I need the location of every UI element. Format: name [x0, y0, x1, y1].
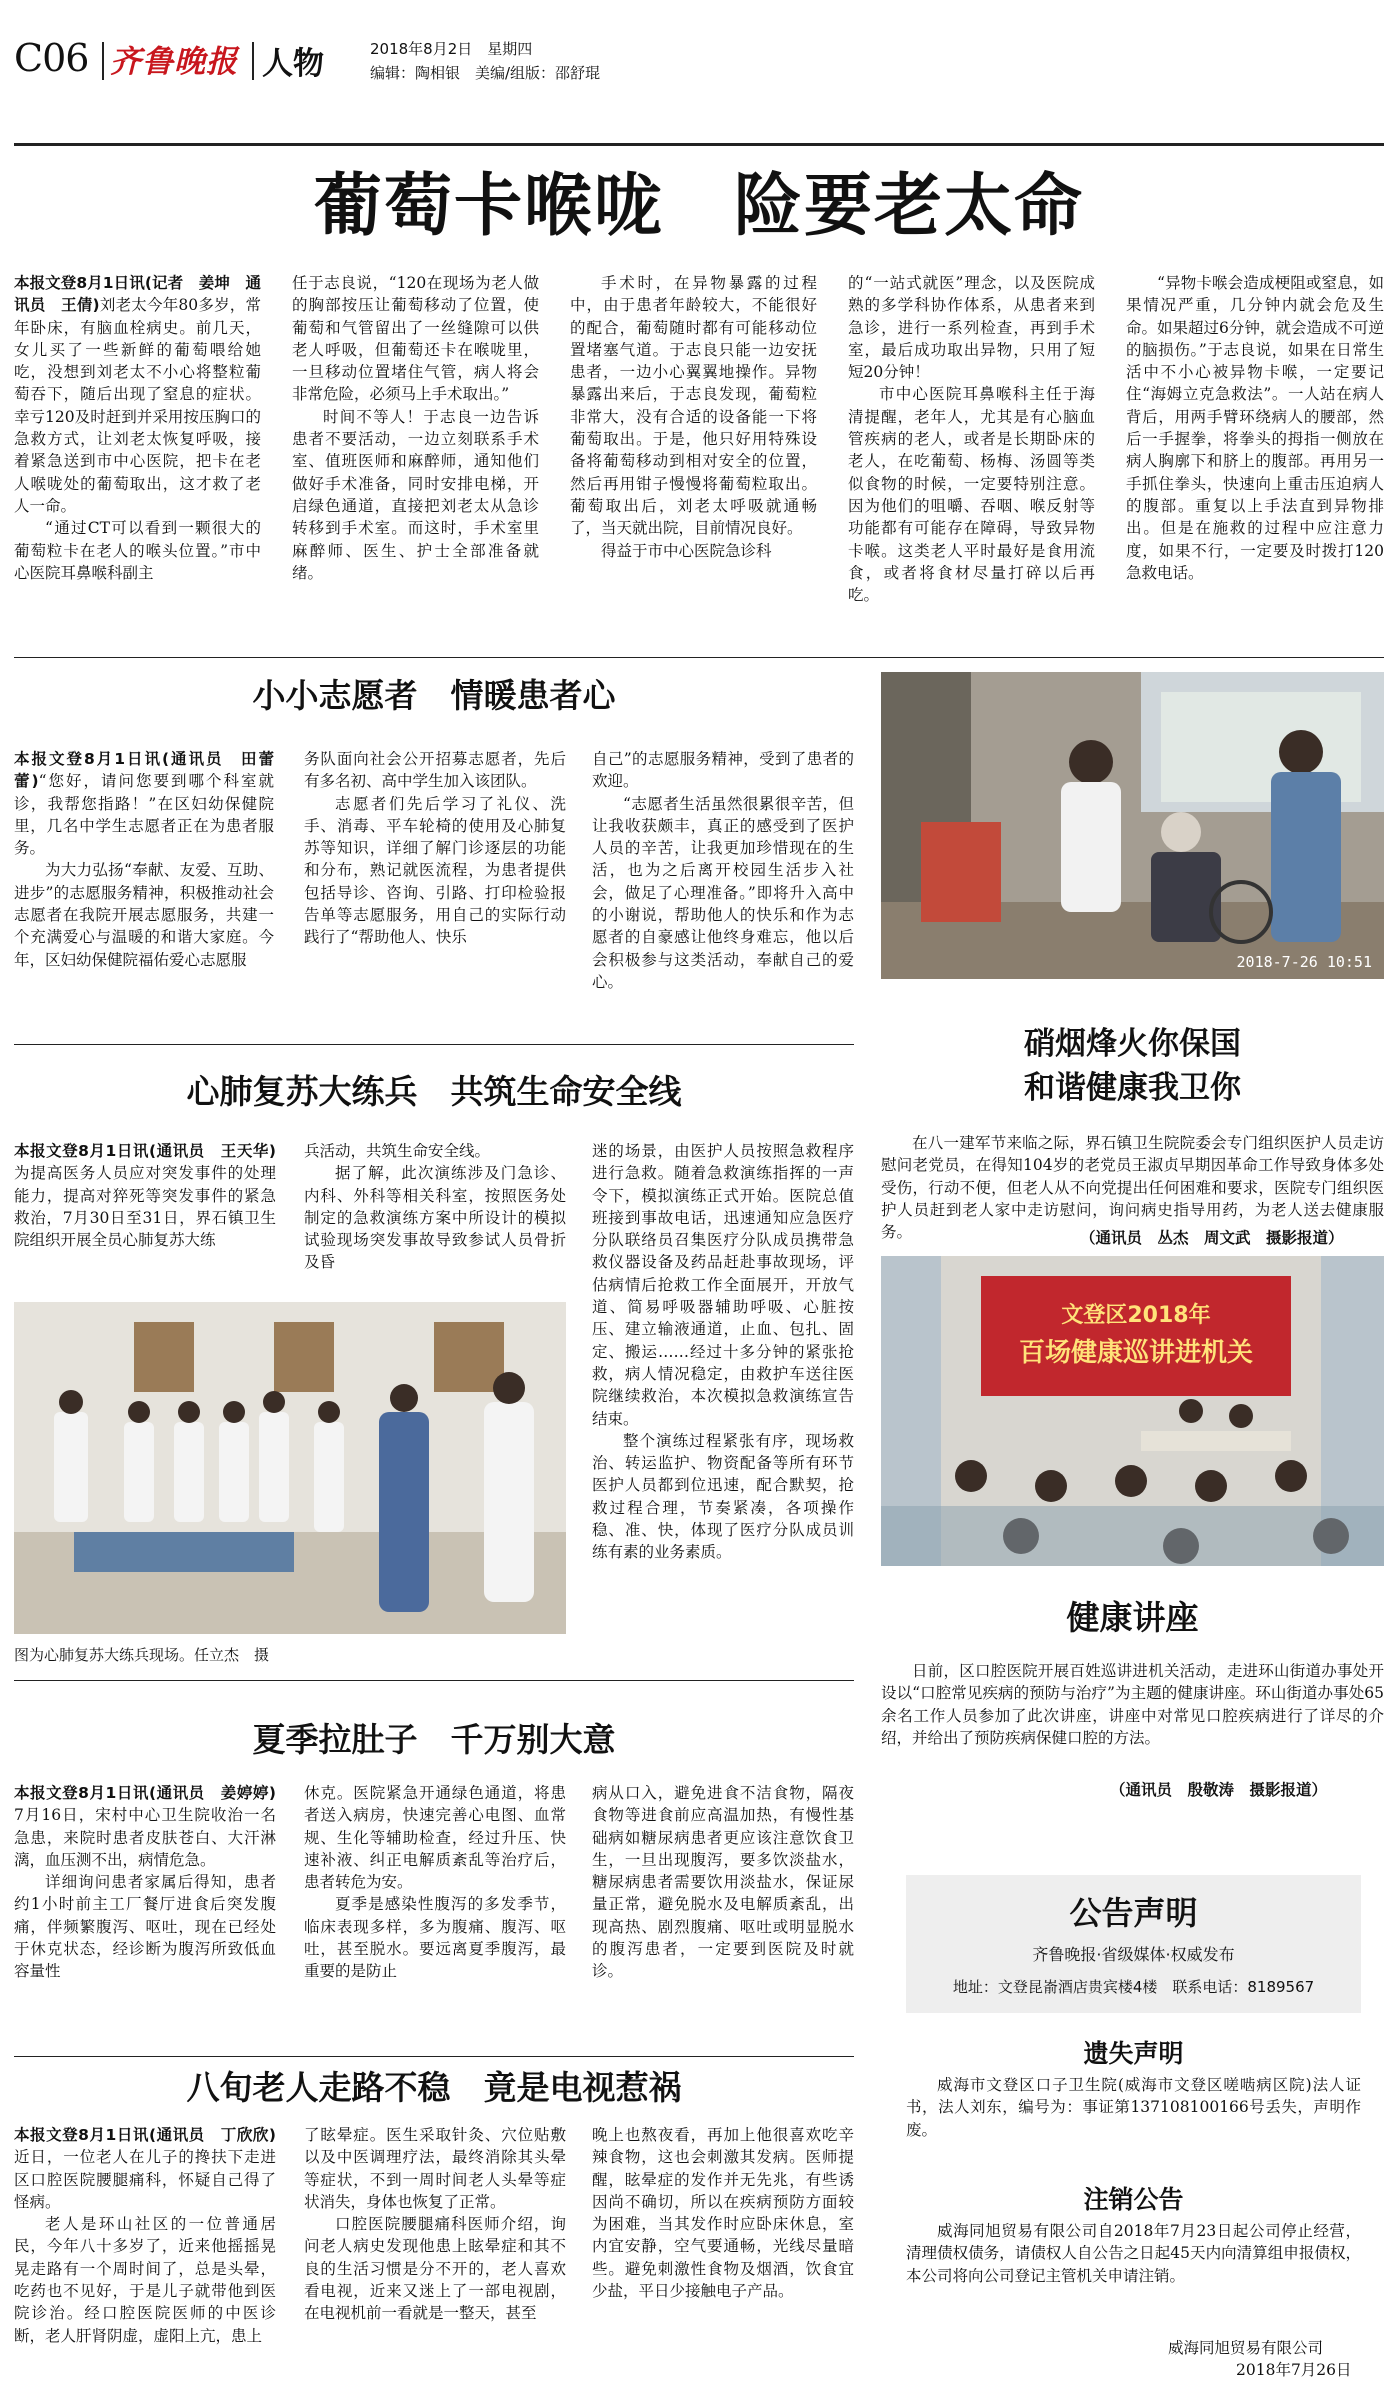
a1-c4-p2: 市中心医院耳鼻喉科主任于海清提醒，老年人，尤其是有心脑血管疾病的老人，或者是长期卧床的老人，在吃葡萄、杨梅、汤圆等类似食物的时候，一定要特别注意。因为他们的咀嚼、吞咽、喉反射等功能都有可能存在障碍，导致异物卡喉。这类老人平时最好是食用流食，或者将食材尽量打碎以后再吃。: [848, 385, 1095, 605]
notice-cancel-signer: 威海同旭贸易有限公司: [1168, 2339, 1324, 2357]
notice-lost-title: 遗失声明: [1083, 2039, 1184, 2068]
a4-c3-p1: 病从口入，避免进食不洁食物，隔夜食物等进食前应高温加热，有慢性基础病如糖尿病患者更应该注意饮食卫生，一旦出现腹泻，要多饮淡盐水，糖尿病患者需要饮用淡盐水，保证尿量正常，避免脱水及电解质紊乱，出现高热、剧烈腹痛、呕吐或明显脱水的腹泻患者，一定要到医院及时就诊。: [592, 1784, 854, 1981]
notice-header-title: 公告声明: [1069, 1894, 1198, 1932]
visit-photo-illustration: [881, 672, 1384, 979]
a4-c2-p1: 休克。医院紧急开通绿色通道，将患者送入病房，快速完善心电图、血常规、生化等辅助检查，经过升压、快速补液、纠正电解质紊乱等治疗后，患者转危为安。: [304, 1784, 566, 1892]
a5-col-1: [14, 2124, 276, 2390]
a1-col-5: [1126, 272, 1384, 652]
a2-headline: 小小志愿者 情暖患者心: [252, 676, 616, 715]
a3-bottom-rule: [14, 1680, 854, 1681]
a1-c3-p2: 得益于市中心医院急诊科: [601, 541, 772, 560]
r1-body-text: 在八一建军节来临之际，界石镇卫生院院委会专门组织医护人员走访慰问老党员，在得知104岁的老党员王淑贞早期因革命工作导致身体多处受伤，行动不便，但老人从不向党提出任何困难和要求，医院专门组织医护人员赶到老人家中走访慰问，询问病史指导用药，为老人送去健康服务。: [881, 1134, 1384, 1242]
a1-bottom-rule: [14, 657, 1384, 658]
a4-col-1: [14, 1782, 276, 2050]
r2-body-text: 日前，区口腔医院开展百姓巡讲进机关活动，走进环山街道办事处开设以“口腔常见疾病的预防与治疗”为主题的健康讲座。环山街道办事处65余名工作人员参加了此次讲座，讲座中对常见口腔疾病进行了详尽的介绍，并给出了预防疾病保健口腔的方法。: [881, 1662, 1384, 1747]
a5-col-2: [304, 2124, 566, 2390]
a3-col-2: [304, 1140, 566, 1290]
a1-c2-p2: 时间不等人！于志良一边告诉患者不要活动，一边立刻联系手术室、值班医师和麻醉师，通知他们做好手术准备，同时安排电梯，开启绿色通道，直接把刘老太从急诊转移到手术室。而这时，手术室里麻醉师、医生、护士全部准备就绪。: [292, 407, 539, 582]
lecture-banner-line1: 文登区2018年: [1061, 1303, 1211, 1328]
a3-c1-p1: 为提高医务人员应对突发事件的处理能力，提高对猝死等突发事件的紧急救治，7月30日至31日，界石镇卫生院组织开展全员心肺复苏大练: [14, 1164, 276, 1250]
a3-byline: 本报文登8月1日讯(通讯员 王天华): [14, 1142, 276, 1160]
a1-c3-p1: 手术时，在异物暴露的过程中，由于患者年龄较大，不能很好的配合，葡萄随时都有可能移动位置堵塞气道。于志良只能一边安抚患者，一边小心翼翼地操作。异物暴露出来后，于志良发现，葡萄粒非常大，没有合适的设备能一下将葡萄取出。于是，他只好用特殊设备将葡萄移动到相对安全的位置，然后再用钳子慢慢将葡萄粒取出。葡萄取出后，刘老太呼吸就通畅了，当天就出院，目前情况良好。: [570, 274, 817, 538]
a2-byline: 本报文登8月1日讯(通讯员 田蕾蕾): [14, 750, 274, 791]
a3-headline: 心肺复苏大练兵 共筑生命安全线: [186, 1072, 682, 1111]
r1-headline: 硝烟烽火你保国 和谐健康我卫你: [1024, 1026, 1241, 1106]
r2-headline: 健康讲座: [1066, 1598, 1199, 1637]
a2-col-3: [592, 748, 854, 1040]
a5-c3-p1: 晚上也熬夜看，再加上他很喜欢吃辛辣食物，这也会刺激其发病。医师提醒，眩晕症的发作并无先兆，有些诱因尚不确切，所以在疾病预防方面较为困难，当其发作时应卧床休息，室内宜安静，空气要通畅，光线尽量暗些。避免刺激性食物及烟酒，饮食宜少盐，平日少接触电子产品。: [592, 2126, 854, 2301]
a2-col-2: [304, 748, 566, 1040]
notice-address: 地址：文登昆嵛酒店贵宾楼4楼 联系电话：8189567: [952, 1978, 1315, 1996]
a1-c1-p1: 刘老太今年80多岁，常年卧床，有脑血栓病史。前几天，女儿买了一些新鲜的葡萄喂给她吃，没想到刘老太不小心将整粒葡萄吞下，随后出现了窒息的症状。幸亏120及时赶到并采用按压胸口的急救方式，让刘老太恢复呼吸，接着紧急送到市中心医院，把卡在老人喉咙处的葡萄取出，这才救了老人一命。: [14, 296, 261, 515]
visit-photo: [881, 672, 1384, 979]
a4-col-2: [304, 1782, 566, 2050]
masthead-date: 2018年8月2日 星期四: [370, 40, 533, 58]
notice-cancel-text: 威海同旭贸易有限公司自2018年7月23日起公司停止经营，清理债权债务，请债权人自公告之日起45天内向清算组申报债权，本公司将向公司登记主管机关申请注销。: [906, 2222, 1361, 2285]
lecture-photo: [881, 1256, 1384, 1566]
notice-cancel-date: 2018年7月26日: [1236, 2361, 1352, 2379]
a4-col-3: [592, 1782, 854, 2050]
a5-byline: 本报文登8月1日讯(通讯员 丁欣欣): [14, 2126, 276, 2144]
a2-c3-p2: “志愿者生活虽然很累很辛苦，但让我收获颇丰，真正的感受到了医护人员的辛苦，让我更加珍惜现在的生活，也为之后离开校园生活步入社会，做足了心理准备。”即将升入高中的小谢说，帮助他人的快乐和作为志愿者的自豪感让他终身难忘，他以后会积极参与这类活动，奉献自己的爱心。: [592, 794, 854, 991]
a1-c4-p1: 的“一站式就医”理念，以及医院成熟的多学科协作体系，从患者来到急诊，进行一系列检查，再到手术室，最后成功取出异物，只用了短短20分钟！: [848, 274, 1095, 382]
notice-cancel-body: [906, 2220, 1361, 2312]
a2-c1-p1: “您好，请问您要到哪个科室就诊，我帮您指路！”在区妇幼保健院里，几名中学生志愿者正在为患者服务。: [14, 772, 274, 858]
a1-c1-p2: “通过CT可以看到一颗很大的葡萄粒卡在老人的喉头位置。”市中心医院耳鼻喉科副主: [14, 519, 261, 582]
notice-lost-body: [906, 2074, 1361, 2144]
masthead-editors: 编辑：陶相银 美编/组版：邵舒琨: [370, 64, 601, 82]
a1-c2-p1: 任于志良说，“120在现场为老人做的胸部按压让葡萄移动了位置，使葡萄和气管留出了一丝缝隙可以供老人呼吸，但葡萄还卡在喉咙里，一旦移动位置堵住气管，病人将会非常危险，必须马上手术取出。”: [292, 274, 539, 404]
a4-c2-p2: 夏季是感染性腹泻的多发季节，临床表现多样，多为腹痛、腹泻、呕吐，甚至脱水。要远离夏季腹泻，最重要的是防止: [304, 1895, 566, 1981]
a3-c3-p1: 迷的场景，由医护人员按照急救程序进行急救。随着急救演练指挥的一声令下，模拟演练正式开始。医院总值班接到事故电话，迅速通知应急医疗分队联络员召集医疗分队成员携带急救仪器设备及药品赶赴事故现场，评估病情后抢救工作全面展开，开放气道、简易呼吸器辅助呼吸、心脏按压、建立输液通道，止血、包扎、固定、搬运……经过十多分钟的紧张抢救，病人情况稳定，由救护车送往医院继续救治，本次模拟急救演练宣告结束。: [592, 1142, 854, 1428]
cpr-drill-photo: [14, 1302, 566, 1634]
a1-headline: 葡萄卡喉咙 险要老太命: [313, 167, 1084, 246]
a2-c3-p1: 自己”的志愿服务精神，受到了患者的欢迎。: [592, 750, 854, 791]
cpr-drill-illustration: [14, 1302, 566, 1634]
a4-c1-p2: 详细询问患者家属后得知，患者约1小时前主工厂餐厅进食后突发腹痛，伴频繁腹泻、呕吐，现在已经处于休克状态，经诊断为腹泻所致低血容量性: [14, 1873, 276, 1981]
a3-col-3: [592, 1140, 854, 1675]
photo-timestamp: 2018-7-26 10:51: [1236, 953, 1372, 971]
notice-header-sub: 齐鲁晚报·省级媒体·权威发布: [1032, 1945, 1235, 1964]
a1-byline: 本报文登8月1日讯(记者 姜坤 通讯员 王倩): [14, 274, 261, 315]
paper-logo: 齐鲁晚报: [110, 44, 238, 80]
notice-cancel-title: 注销公告: [1083, 2185, 1184, 2214]
r1-credit: （通讯员 丛杰 周文武 摄影报道）: [1080, 1229, 1344, 1247]
a1-col-2: [292, 272, 539, 652]
a4-byline: 本报文登8月1日讯(通讯员 姜婷婷): [14, 1784, 276, 1802]
a5-c2-p1: 了眩晕症。医生采取针灸、穴位贴敷以及中医调理疗法，最终消除其头晕等症状，不到一周时间老人头晕等症状消失，身体也恢复了正常。: [304, 2126, 566, 2211]
masthead-divider: [102, 42, 104, 80]
a5-c1-p1: 近日，一位老人在儿子的搀扶下走进区口腔医院腰腿痛科，怀疑自己得了怪病。: [14, 2148, 276, 2211]
a5-c2-p2: 口腔医院腰腿痛科医师介绍，询问老人病史发现他患上眩晕症和其不良的生活习惯是分不开的，老人喜欢看电视，近来又迷上了一部电视剧，在电视机前一看就是一整天，甚至: [304, 2215, 566, 2323]
a4-headline: 夏季拉肚子 千万别大意: [252, 1720, 616, 1759]
r2-credit: （通讯员 殷敬涛 摄影报道）: [1110, 1781, 1328, 1799]
masthead-rule: [14, 143, 1384, 146]
a2-c2-p2: 志愿者们先后学习了礼仪、洗手、消毒、平车轮椅的使用及心肺复苏等知识，详细了解门诊逐层的功能和分布，熟记就医流程，为患者提供包括导诊、咨询、引路、打印检验报告单等志愿服务，用自己的实际行动践行了“帮助他人、快乐: [304, 794, 566, 947]
a3-c2-p2: 据了解，此次演练涉及门急诊、内科、外科等相关科室，按照医务处制定的急救演练方案中所设计的模拟试验现场突发事故导致参试人员骨折及昏: [304, 1164, 566, 1272]
a5-c1-p2: 老人是环山社区的一位普通居民，今年八十多岁了，近来他摇摇晃晃走路有一个周时间了，总是头晕，吃药也不见好，于是儿子就带他到医院诊治。经口腔医院医师的中医诊断，老人肝肾阴虚，虚阳上亢，患上: [14, 2215, 276, 2345]
a3-c3-p2: 整个演练过程紧张有序，现场救治、转运监护、物资配备等所有环节医护人员都到位迅速，配合默契，抢救过程合理，节奏紧凑，各项操作稳、准、快，体现了医疗分队成员训练有素的业务素质。: [592, 1431, 854, 1562]
a1-col-4: [848, 272, 1095, 652]
a3-c2-p1: 兵活动，共筑生命安全线。: [304, 1142, 491, 1160]
a3-col-1: [14, 1140, 276, 1290]
r2-body: [881, 1660, 1384, 1772]
a2-col-1: [14, 748, 274, 1040]
page-number: C06: [14, 36, 89, 80]
a1-col-3: [570, 272, 817, 652]
a4-c1-p1: 7月16日，宋村中心卫生院收治一名急患，来院时患者皮肤苍白、大汗淋漓，血压测不出，病情危急。: [14, 1806, 276, 1869]
a2-c1-p2: 为大力弘扬“奉献、友爱、互助、进步”的志愿服务精神，积极推动社会志愿者在我院开展志愿服务，共建一个充满爱心与温暖的和谐大家庭。今年，区妇幼保健院福佑爱心志愿服: [14, 861, 274, 969]
notice-lost-text: 威海市文登区口子卫生院(威海市文登区嗟啮病区院)法人证书，法人刘东，编号为：事证第137108100166号丢失，声明作废。: [906, 2076, 1361, 2139]
a5-col-3: [592, 2124, 854, 2390]
lecture-banner-line2: 百场健康巡讲进机关: [1018, 1338, 1253, 1368]
a1-col-1: [14, 272, 261, 652]
a1-c5-p1: “异物卡喉会造成梗阻或窒息，如果情况严重，几分钟内就会危及生命。如果超过6分钟，就会造成不可逆的脑损伤。”于志良说，如果在日常生活中不小心被异物卡喉，一定要记住“海姆立克急救法”。一人站在病人背后，用两手臂环绕病人的腰部，然后一手握拳，将拳头的拇指一侧放在病人胸廓下和脐上的腹部。再用另一手抓住拳头，快速向上重击压迫病人的腹部。重复以上手法直到异物排出。但是在施救的过程中应注意力度，如果不行，一定要及时拨打120急救电话。: [1126, 274, 1384, 582]
a5-headline: 八旬老人走路不稳 竟是电视惹祸: [186, 2068, 682, 2107]
cpr-photo-caption: 图为心肺复苏大练兵现场。任立杰 摄: [14, 1646, 270, 1664]
a2-c2-p1: 务队面向社会公开招募志愿者，先后有多名初、高中学生加入该团队。: [304, 750, 566, 791]
a4-bottom-rule: [14, 2056, 854, 2057]
masthead: [14, 32, 1384, 92]
section-name: 人物: [262, 46, 324, 82]
masthead-divider-2: [252, 42, 254, 80]
a2-bottom-rule: [14, 1044, 854, 1045]
